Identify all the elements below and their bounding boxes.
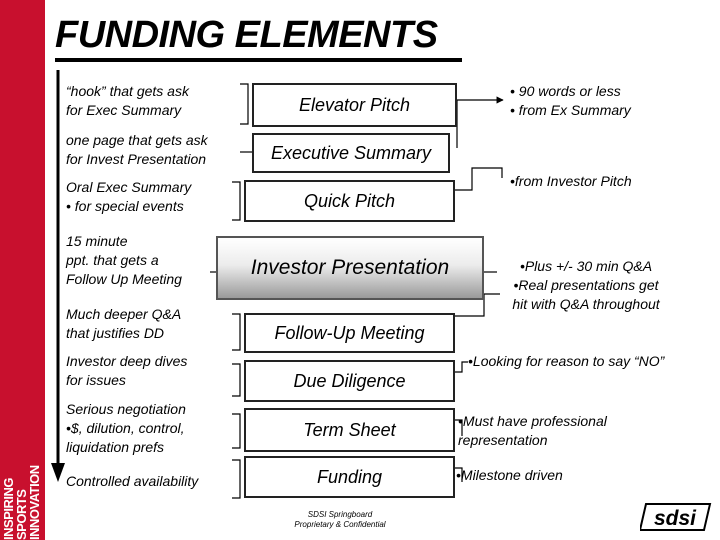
left-note-follow-up: Much deeper Q&A that justifies DD (66, 306, 182, 341)
logo-text: sdsi (653, 507, 697, 530)
left-note-due-diligence: Investor deep dives for issues (66, 353, 188, 388)
right-note-funding: •Milestone driven (456, 467, 563, 483)
right-note-term-sheet: •Must have professional representation (458, 413, 607, 448)
box-quick-pitch: Quick Pitch (244, 180, 455, 222)
box-funding: Funding (244, 456, 455, 498)
brand-word-3: INNOVATION (27, 465, 42, 540)
brand-word-2: SPORTS (14, 489, 29, 540)
right-note-investor: •Plus +/- 30 min Q&A •Real presentations get hit with Q&A throughout (512, 258, 660, 312)
box-term-sheet: Term Sheet (244, 408, 455, 452)
brand-word-1: INSPIRING (1, 478, 16, 540)
right-note-elevator: • 90 words or less • from Ex Summary (510, 83, 631, 118)
box-due-diligence: Due Diligence (244, 360, 455, 402)
footer-confidential: SDSI Springboard Proprietary & Confidential (294, 510, 386, 529)
left-note-investor: 15 minute ppt. that gets a Follow Up Meeting (66, 233, 182, 287)
left-note-elevator: “hook” that gets ask for Exec Summary (66, 83, 189, 118)
right-note-due-diligence: •Looking for reason to say “NO” (468, 353, 665, 369)
box-investor-presentation: Investor Presentation (216, 236, 484, 300)
sdsi-logo-icon (640, 500, 712, 534)
left-note-executive: one page that gets ask for Invest Presentation (66, 132, 208, 167)
flow-arrow-head (51, 463, 65, 482)
left-note-quick-pitch: Oral Exec Summary • for special events (66, 179, 192, 214)
box-follow-up-meeting: Follow-Up Meeting (244, 313, 455, 353)
box-elevator-pitch: Elevator Pitch (252, 83, 457, 127)
sdsi-logo (640, 500, 712, 534)
right-note-quick-pitch: •from Investor Pitch (510, 173, 632, 189)
page-title: FUNDING ELEMENTS (55, 14, 438, 56)
left-note-funding: Controlled availability (66, 473, 199, 489)
left-note-term-sheet: Serious negotiation •$, dilution, control, liquidation prefs (66, 401, 186, 455)
box-executive-summary: Executive Summary (252, 133, 450, 173)
